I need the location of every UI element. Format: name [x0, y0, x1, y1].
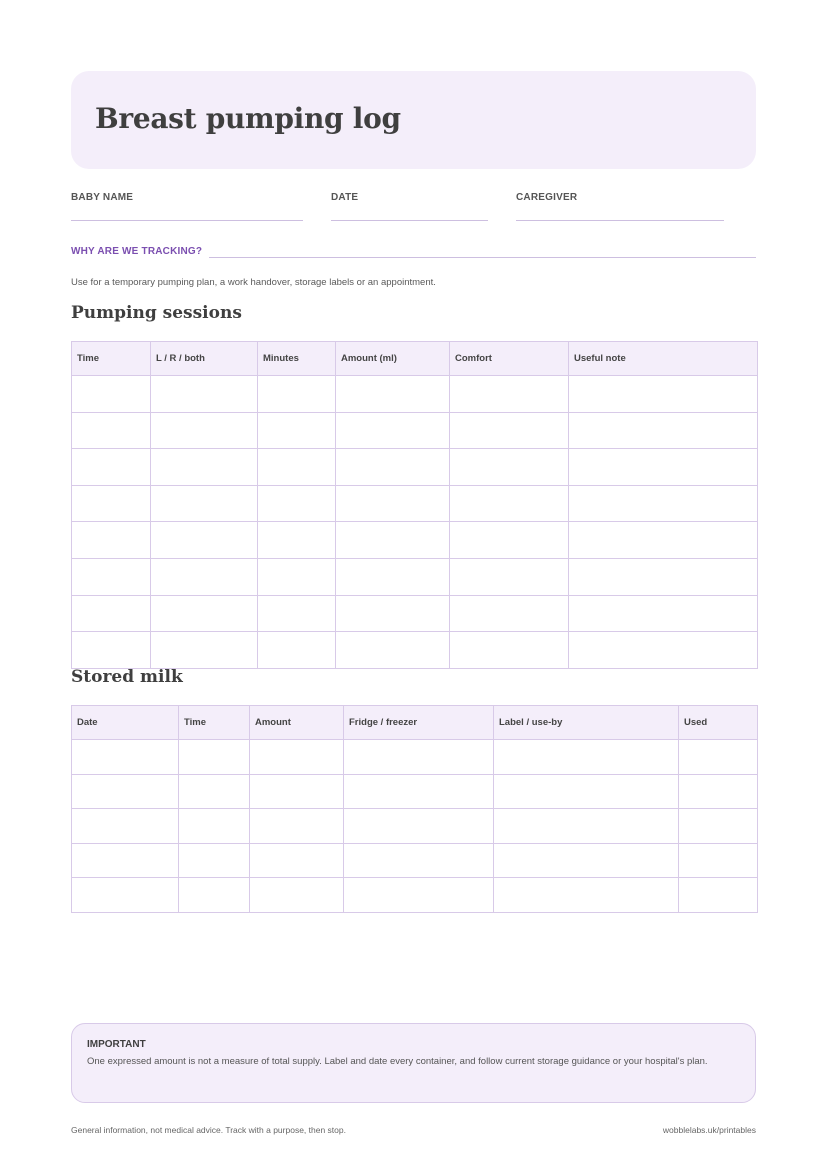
column-header: Comfort — [450, 342, 569, 376]
caregiver-label: CAREGIVER — [516, 192, 578, 203]
notice-title: IMPORTANT — [87, 1039, 146, 1050]
table-cell[interactable] — [250, 740, 344, 775]
table-cell[interactable] — [179, 740, 250, 775]
table-cell[interactable] — [569, 449, 758, 486]
table-cell[interactable] — [494, 740, 679, 775]
table-cell[interactable] — [72, 774, 179, 809]
table-cell[interactable] — [679, 809, 758, 844]
table-cell[interactable] — [569, 595, 758, 632]
table-cell[interactable] — [72, 449, 151, 486]
table-cell[interactable] — [258, 376, 336, 413]
date-label: DATE — [331, 192, 359, 203]
table-cell[interactable] — [569, 412, 758, 449]
column-header: Date — [72, 706, 179, 740]
column-header: Amount (ml) — [336, 342, 450, 376]
table-cell[interactable] — [258, 485, 336, 522]
table-cell[interactable] — [336, 558, 450, 595]
footer-disclaimer: General information, not medical advice. Track with a purpose, then stop. — [71, 1125, 346, 1135]
stored-milk-table — [71, 705, 758, 913]
table-cell[interactable] — [250, 809, 344, 844]
table-cell[interactable] — [344, 774, 494, 809]
table-cell[interactable] — [450, 632, 569, 669]
table-cell[interactable] — [569, 376, 758, 413]
table-cell[interactable] — [344, 843, 494, 878]
table-row — [72, 843, 758, 878]
table-cell[interactable] — [336, 632, 450, 669]
table-row — [72, 485, 758, 522]
header-card — [71, 71, 756, 169]
table-cell[interactable] — [151, 412, 258, 449]
table-cell[interactable] — [72, 632, 151, 669]
table-row — [72, 774, 758, 809]
table-cell[interactable] — [151, 632, 258, 669]
column-header: Amount — [250, 706, 344, 740]
caregiver-field[interactable] — [516, 220, 724, 221]
table-cell[interactable] — [72, 485, 151, 522]
table-cell[interactable] — [151, 595, 258, 632]
column-header: Used — [679, 706, 758, 740]
table-cell[interactable] — [336, 376, 450, 413]
table-cell[interactable] — [450, 522, 569, 559]
table-cell[interactable] — [258, 558, 336, 595]
table-cell[interactable] — [569, 485, 758, 522]
pumping-sessions-table — [71, 341, 758, 669]
table-cell[interactable] — [179, 843, 250, 878]
table-cell[interactable] — [151, 522, 258, 559]
column-header: L / R / both — [151, 342, 258, 376]
table-cell[interactable] — [258, 632, 336, 669]
table-cell[interactable] — [151, 449, 258, 486]
table-cell[interactable] — [258, 449, 336, 486]
table-cell[interactable] — [336, 595, 450, 632]
table-cell[interactable] — [450, 595, 569, 632]
table-cell[interactable] — [336, 485, 450, 522]
table-row — [72, 412, 758, 449]
table-cell[interactable] — [679, 740, 758, 775]
column-header: Useful note — [569, 342, 758, 376]
table-cell[interactable] — [72, 878, 179, 913]
column-header: Time — [72, 342, 151, 376]
column-header: Time — [179, 706, 250, 740]
table-cell[interactable] — [72, 522, 151, 559]
table-cell[interactable] — [72, 595, 151, 632]
table-cell[interactable] — [179, 774, 250, 809]
table-cell[interactable] — [450, 376, 569, 413]
baby-name-label: BABY NAME — [71, 192, 134, 203]
table-row — [72, 878, 758, 913]
column-header: Label / use-by — [494, 706, 679, 740]
tracking-field[interactable] — [209, 257, 756, 258]
table-row — [72, 632, 758, 669]
table-cell[interactable] — [72, 740, 179, 775]
column-header: Fridge / freezer — [344, 706, 494, 740]
table-cell[interactable] — [179, 809, 250, 844]
table-row — [72, 809, 758, 844]
table-cell[interactable] — [151, 485, 258, 522]
table-cell[interactable] — [494, 774, 679, 809]
footer-link[interactable]: wobblelabs.uk/printables — [662, 1125, 756, 1135]
baby-name-field[interactable] — [71, 220, 303, 221]
table-cell[interactable] — [72, 376, 151, 413]
table-cell[interactable] — [494, 809, 679, 844]
date-field[interactable] — [331, 220, 488, 221]
table-cell[interactable] — [179, 878, 250, 913]
pumping-sessions-heading: Pumping sessions — [71, 303, 242, 323]
table-cell[interactable] — [679, 774, 758, 809]
tracking-label: WHY ARE WE TRACKING? — [71, 246, 203, 257]
page-title: Breast pumping log — [95, 102, 401, 135]
table-cell[interactable] — [450, 558, 569, 595]
table-cell[interactable] — [72, 412, 151, 449]
table-row — [72, 595, 758, 632]
table-cell[interactable] — [336, 449, 450, 486]
table-cell[interactable] — [494, 843, 679, 878]
table-cell[interactable] — [450, 449, 569, 486]
table-cell[interactable] — [569, 522, 758, 559]
column-header: Minutes — [258, 342, 336, 376]
table-cell[interactable] — [679, 878, 758, 913]
table-cell[interactable] — [336, 522, 450, 559]
table-header-row — [72, 342, 758, 376]
table-cell[interactable] — [494, 878, 679, 913]
table-header-row — [72, 706, 758, 740]
table-cell[interactable] — [679, 843, 758, 878]
table-cell[interactable] — [258, 522, 336, 559]
table-cell[interactable] — [250, 843, 344, 878]
table-cell[interactable] — [151, 558, 258, 595]
table-row — [72, 376, 758, 413]
table-cell[interactable] — [258, 595, 336, 632]
table-row — [72, 522, 758, 559]
table-cell[interactable] — [258, 412, 336, 449]
table-cell[interactable] — [336, 412, 450, 449]
table-cell[interactable] — [151, 376, 258, 413]
table-cell[interactable] — [344, 878, 494, 913]
table-cell[interactable] — [569, 632, 758, 669]
table-cell[interactable] — [344, 809, 494, 844]
table-cell[interactable] — [72, 809, 179, 844]
important-notice — [71, 1023, 756, 1103]
table-cell[interactable] — [344, 740, 494, 775]
notice-text: One expressed amount is not a measure of total supply. Label and date every container, and follow current storage guidance or your hospital's plan. — [87, 1056, 708, 1067]
table-row — [72, 558, 758, 595]
table-cell[interactable] — [569, 558, 758, 595]
table-cell[interactable] — [72, 558, 151, 595]
table-row — [72, 740, 758, 775]
table-cell[interactable] — [450, 412, 569, 449]
helper-text: Use for a temporary pumping plan, a work handover, storage labels or an appointment. — [71, 277, 436, 288]
table-cell[interactable] — [250, 878, 344, 913]
table-cell[interactable] — [250, 774, 344, 809]
table-row — [72, 449, 758, 486]
table-cell[interactable] — [450, 485, 569, 522]
table-cell[interactable] — [72, 843, 179, 878]
stored-milk-heading: Stored milk — [71, 667, 183, 687]
